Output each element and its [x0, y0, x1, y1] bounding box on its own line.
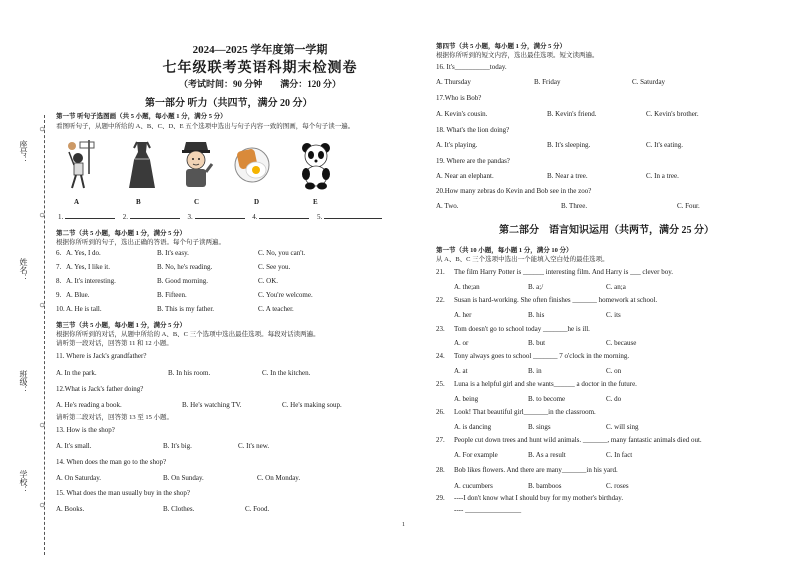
page-number: 1 [402, 522, 405, 528]
option-b[interactable]: B. Clothes. [163, 505, 195, 513]
option-a[interactable]: A. It's playing. [436, 141, 478, 149]
question-text: Bob likes flowers. And there are many_______in his yard. [454, 466, 618, 474]
question-text: 17.Who is Bob? [436, 94, 482, 102]
section3-instructions: 根据你所听到的对话，从题中所给的 A、B、C 三个选项中选出最佳选项。每段对话读两遍。 [56, 331, 320, 338]
option-a[interactable]: A. Two. [436, 202, 459, 210]
option-b[interactable]: B. Three. [561, 202, 588, 210]
binding-hole-mark: ○ [39, 500, 46, 511]
dress-picture [122, 138, 162, 192]
option-a[interactable]: A. It's small. [56, 442, 92, 450]
option-c[interactable]: C. Food. [245, 505, 270, 513]
option-c[interactable]: C. because [606, 339, 637, 347]
section2-instructions: 根据你所听到的句子，选出正确的答语。每个句子读两遍。 [56, 239, 225, 246]
section3-dialogue1-note: 请听第一段对话，回答第 11 和 12 小题。 [56, 340, 173, 347]
question-text: 15. What does the man usually buy in the shop? [56, 489, 191, 497]
option-c[interactable]: C. In fact [606, 451, 633, 459]
option-c[interactable]: C. It's eating. [646, 141, 684, 149]
exam-info: （考试时间：90 分钟 满分：120 分） [178, 79, 341, 89]
section3-title: 第三节（共 5 小题，每小题 1 分，满分 5 分） [56, 322, 186, 329]
answer-blank[interactable] [324, 210, 382, 219]
option-c[interactable]: C. Saturday [632, 78, 666, 86]
option-c[interactable]: C. In a tree. [646, 172, 679, 180]
option-b[interactable]: B. It's easy. [157, 249, 189, 257]
option-c[interactable]: C. on [606, 367, 622, 375]
seat-label: 座号： [19, 140, 28, 164]
option-a[interactable]: A. cucumbers [454, 482, 493, 490]
exam-title: 七年级联考英语科期末检测卷 [162, 61, 358, 76]
binding-hole-mark: ○ [39, 124, 46, 135]
question-number: 22. [436, 296, 445, 304]
option-b[interactable]: B. bamboos [528, 482, 562, 490]
option-a[interactable]: A. Books. [56, 505, 85, 513]
binding-line [44, 115, 45, 555]
option-a[interactable]: A. Blue. [66, 291, 90, 299]
binding-hole-mark: ○ [39, 420, 46, 431]
blank-number: 5. [317, 213, 323, 221]
option-a[interactable]: A. Yes, I like it. [66, 263, 110, 271]
picture-label-a: A [74, 198, 80, 206]
option-b[interactable]: B. It's sleeping. [547, 141, 591, 149]
option-c[interactable]: C. roses [606, 482, 629, 490]
option-a[interactable]: A. On Saturday. [56, 474, 102, 482]
option-b[interactable]: B. Near a tree. [547, 172, 588, 180]
option-a[interactable]: A. In the park. [56, 369, 97, 377]
option-a[interactable]: A. the;an [454, 283, 480, 291]
option-c[interactable]: C. an;a [606, 283, 626, 291]
name-label: 姓名： [19, 258, 28, 282]
option-a[interactable]: A. at [454, 367, 468, 375]
option-c[interactable]: C. See you. [258, 263, 291, 271]
question-text: 18. What's the lion doing? [436, 126, 510, 134]
option-a[interactable]: A. Kevin's cousin. [436, 110, 488, 118]
question-text: People cut down trees and hunt wild animals. _______, many fantastic animals died out. [454, 436, 702, 444]
option-a[interactable]: A. her [454, 311, 472, 319]
question-text: 11. Where is Jack's grandfather? [56, 352, 147, 360]
option-a[interactable]: A. It's interesting. [66, 277, 116, 285]
option-a[interactable]: A. is dancing [454, 423, 492, 431]
question-number: 29. [436, 494, 445, 502]
school-label: 学校： [19, 470, 28, 494]
answer-blank[interactable] [195, 210, 245, 219]
question-number: 9. [56, 291, 62, 299]
picture-label-c: C [194, 198, 200, 206]
question-number: 8. [56, 277, 62, 285]
blank-number: 4. [252, 213, 258, 221]
option-a[interactable]: A. For example [454, 451, 498, 459]
option-b[interactable]: B. As a result [528, 451, 566, 459]
option-a[interactable]: A. Yes, I do. [66, 249, 101, 257]
option-c[interactable]: C. You're welcome. [258, 291, 313, 299]
question-number: 6. [56, 249, 62, 257]
policeman-picture [176, 138, 216, 192]
question-text: Look! That beautiful girl_______in the classroom. [454, 408, 596, 416]
question-number: 27. [436, 436, 445, 444]
question-text: ----I don't know what I should buy for my mother's birthday. [454, 494, 624, 502]
question-text: Susan is hard-working. She often finishes _______ homework at school. [454, 296, 658, 304]
option-c[interactable]: C. will sing [606, 423, 639, 431]
option-b[interactable]: B. a;/ [528, 283, 544, 291]
blank-number: 2. [122, 213, 128, 221]
question-number: 25. [436, 380, 445, 388]
question-number: 24. [436, 352, 445, 360]
class-label: 班级： [19, 370, 28, 394]
question-number: 10. [56, 305, 65, 313]
option-c[interactable]: C. On Monday. [257, 474, 301, 482]
binding-hole-mark: ○ [39, 300, 46, 311]
option-c[interactable]: C. Kevin's brother. [646, 110, 699, 118]
bread-and-egg-picture [232, 138, 272, 192]
binding-hole-mark: ○ [39, 210, 46, 221]
option-b[interactable]: B. sings [528, 423, 551, 431]
question-text: Tom doesn't go to school today _______he is ill. [454, 325, 590, 333]
answer-blank-row [58, 210, 382, 221]
blank-number: 3. [187, 213, 193, 221]
option-a[interactable]: A. being [454, 395, 479, 403]
option-c[interactable]: C. its [606, 311, 621, 319]
option-b[interactable]: B. Friday [534, 78, 561, 86]
section1-title: 第一节 听句子选图画（共 5 小题，每小题 1 分，满分 5 分） [56, 113, 227, 120]
section4-instructions: 根据你所听到的短文内容，选出最佳选项。短文读两遍。 [436, 52, 599, 59]
option-c[interactable]: C. No, you can't. [258, 249, 306, 257]
question-text: 12.What is Jack's father doing? [56, 385, 144, 393]
option-b[interactable]: B. In his room. [168, 369, 211, 377]
option-b[interactable]: B. On Sunday. [163, 474, 204, 482]
option-b[interactable]: B. Good morning. [157, 277, 208, 285]
answer-blank[interactable] [130, 210, 180, 219]
question-number: 23. [436, 325, 445, 333]
option-b[interactable]: B. He's watching TV. [182, 401, 242, 409]
option-c[interactable]: C. OK. [258, 277, 279, 285]
question-number: 28. [436, 466, 445, 474]
section2-title: 第二节（共 5 小题，每小题 1 分，满分 5 分） [56, 230, 186, 237]
section3-dialogue2-note: 请听第二段对话，回答第 13 至 15 小题。 [56, 414, 173, 421]
option-b[interactable]: B. but [528, 339, 546, 347]
answer-blank[interactable] [65, 210, 115, 219]
picture-label-e: E [313, 198, 318, 206]
part2-title: 第二部分 语言知识运用（共两节，满分 25 分） [499, 225, 714, 236]
option-c[interactable]: C. He's making soup. [282, 401, 342, 409]
question-text: Luna is a helpful girl and she wants______ a doctor in the future. [454, 380, 637, 388]
option-c[interactable]: C. do [606, 395, 622, 403]
dialogue-reply-blank[interactable]: ---- ________________ [454, 506, 522, 514]
option-b[interactable]: B. No, he's reading. [157, 263, 213, 271]
option-b[interactable]: B. in [528, 367, 542, 375]
option-a[interactable]: A. He's reading a book. [56, 401, 122, 409]
answer-blank[interactable] [259, 210, 309, 219]
question-text: 16. It's__________today. [436, 63, 507, 71]
question-text: The film Harry Potter is ______ interesting film. And Harry is ___ clever boy. [454, 268, 674, 276]
part2-section1-instructions: 从 A、B、C 三个选项中选出一个能填入空白处的最佳选项。 [436, 256, 609, 263]
question-text: Tony always goes to school _______ 7 o'clock in the morning. [454, 352, 630, 360]
exam-year: 2024—2025 学年度第一学期 [192, 44, 328, 56]
picture-label-b: B [136, 198, 141, 206]
option-b[interactable]: B. It's big. [163, 442, 192, 450]
question-number: 7. [56, 263, 62, 271]
part1-title: 第一部分 听力（共四节，满分 20 分） [145, 98, 313, 109]
option-c[interactable]: C. A teacher. [258, 305, 294, 313]
option-b[interactable]: B. Fifteen. [157, 291, 187, 299]
blank-number: 1. [58, 213, 64, 221]
section1-instructions: 看图听句子，从题中所给的 A、B、C、D、E 五个选项中选出与句子内容一致的图画，每个句子读一遍。 [56, 123, 355, 130]
option-a[interactable]: A. Thursday [436, 78, 471, 86]
part2-section1-title: 第一节（共 10 小题，每小题 1 分，满分 10 分） [436, 247, 573, 254]
option-a[interactable]: A. He is tall. [66, 305, 102, 313]
option-a[interactable]: A. or [454, 339, 469, 347]
option-b[interactable]: B. This is my father. [157, 305, 215, 313]
option-b[interactable]: B. his [528, 311, 545, 319]
panda-picture [296, 138, 336, 192]
section4-title: 第四节（共 5 小题，每小题 1 分，满分 5 分） [436, 43, 566, 50]
picture-label-d: D [254, 198, 260, 206]
option-c[interactable]: C. In the kitchen. [262, 369, 311, 377]
question-number: 26. [436, 408, 445, 416]
option-c[interactable]: C. It's new. [238, 442, 270, 450]
option-c[interactable]: C. Four. [677, 202, 700, 210]
question-text: 20.How many zebras do Kevin and Bob see in the zoo? [436, 187, 592, 195]
basketball-player-picture [62, 138, 102, 192]
question-text: 13. How is the shop? [56, 426, 115, 434]
question-text: 19. Where are the pandas? [436, 157, 510, 165]
option-b[interactable]: B. to become [528, 395, 566, 403]
option-a[interactable]: A. Near an elephant. [436, 172, 494, 180]
question-text: 14. When does the man go to the shop? [56, 458, 167, 466]
question-number: 21. [436, 268, 445, 276]
option-b[interactable]: B. Kevin's friend. [547, 110, 597, 118]
